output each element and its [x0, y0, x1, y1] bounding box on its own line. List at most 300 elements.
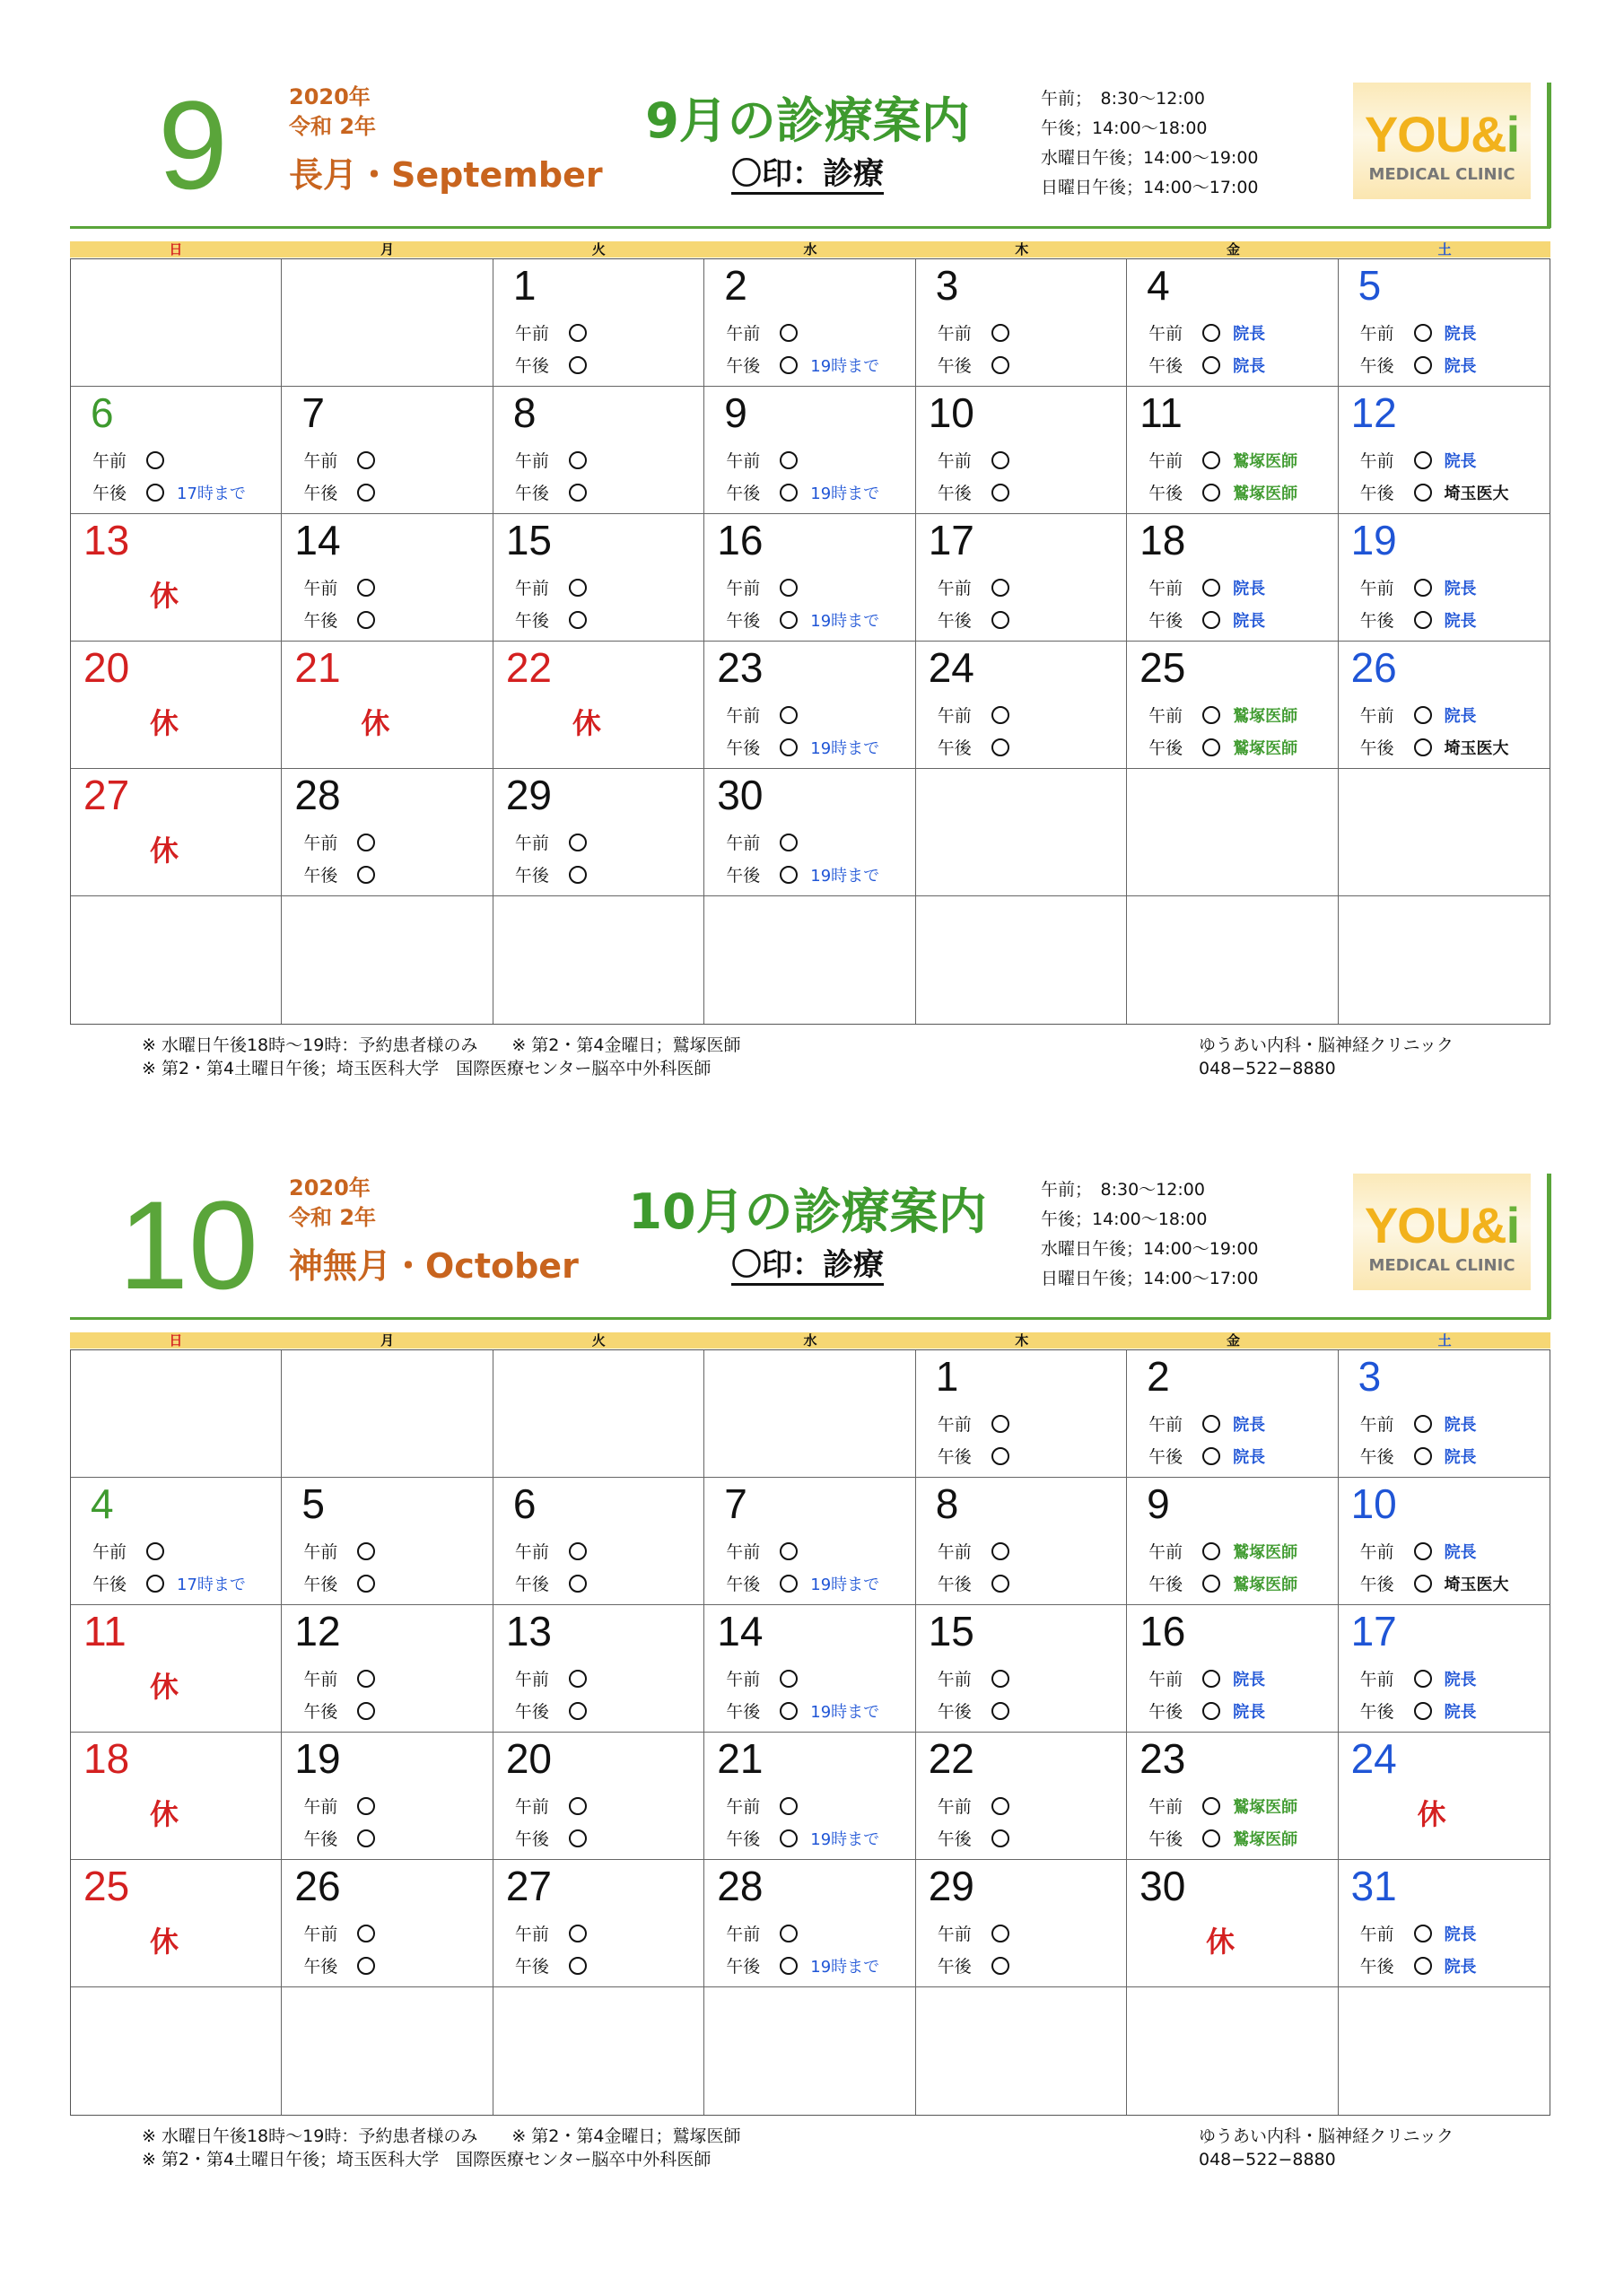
pm-label: 午後	[937, 356, 972, 376]
doctor-note: 院長	[1444, 1925, 1477, 1944]
morning-row	[938, 703, 1022, 727]
pm-label: 午後	[514, 1702, 549, 1722]
pm-label: 午後	[726, 611, 761, 631]
pm-label: 午後	[1148, 1702, 1183, 1722]
morning-row	[303, 448, 388, 472]
calendar-grid	[70, 258, 1550, 1025]
morning-row	[938, 1539, 1022, 1563]
morning-row	[1148, 320, 1265, 345]
year-block	[289, 83, 376, 142]
open-circle-icon	[780, 834, 798, 851]
morning-row	[726, 575, 810, 599]
day-number: 14	[294, 517, 341, 563]
doctor-note: 鷲塚医師	[1233, 1797, 1298, 1817]
day-cell	[1339, 1860, 1550, 1987]
clinic-phone: 048−522−8880	[1199, 2150, 1336, 2169]
pm-label: 午後	[303, 611, 338, 631]
open-circle-icon	[991, 451, 1009, 469]
morning-row	[515, 320, 599, 345]
am-label: 午前	[726, 324, 761, 344]
footer-clinic	[1199, 1034, 1454, 1080]
day-cell	[1339, 1478, 1550, 1605]
hours-line: 水曜日午後；14:00〜19:00	[1041, 148, 1259, 168]
day-number: 20	[83, 644, 130, 691]
day-number: 4	[91, 1480, 114, 1527]
open-circle-icon	[991, 324, 1009, 342]
day-number: 11	[1139, 389, 1183, 436]
empty-cell	[704, 1350, 915, 1478]
footer-note: ※ 第2・第4土曜日午後；埼玉医科大学 国際医療センター脳卒中外科医師	[142, 1059, 712, 1078]
am-label: 午前	[514, 1670, 549, 1689]
closed-label: 休	[150, 706, 179, 740]
weekday-label: 金	[1226, 1332, 1240, 1349]
day-cell	[71, 1860, 282, 1987]
doctor-note: 院長	[1444, 324, 1477, 344]
afternoon-row	[938, 735, 1022, 759]
open-circle-icon	[569, 866, 587, 884]
doctor-note: 17時まで	[177, 484, 246, 503]
afternoon-row	[938, 1953, 1022, 1977]
day-cell	[916, 1860, 1127, 1987]
open-circle-icon	[780, 1829, 798, 1847]
day-number: 23	[1139, 1735, 1186, 1782]
month-name: 長月・September	[289, 155, 603, 195]
empty-cell	[282, 1350, 493, 1478]
afternoon-row	[92, 480, 246, 504]
morning-row	[938, 1411, 1022, 1436]
day-cell	[704, 769, 915, 896]
afternoon-row	[938, 1444, 1022, 1468]
day-number: 9	[724, 389, 747, 436]
open-circle-icon	[1414, 738, 1432, 756]
day-cell	[704, 1733, 915, 1860]
pm-label: 午後	[726, 356, 761, 376]
clinic-name: ゆうあい内科・脳神経クリニック	[1199, 2126, 1454, 2146]
open-circle-icon	[991, 1702, 1009, 1720]
open-circle-icon	[1414, 451, 1432, 469]
closed-label: 休	[361, 706, 390, 740]
day-cell	[704, 514, 915, 642]
page-title: 9月の診療案内	[645, 92, 970, 149]
doctor-note: 院長	[1233, 579, 1266, 598]
am-label: 午前	[514, 1542, 549, 1562]
afternoon-row	[938, 1826, 1022, 1850]
morning-row	[938, 1794, 1022, 1818]
day-cell	[916, 1733, 1127, 1860]
day-cell	[916, 1478, 1127, 1605]
am-label: 午前	[937, 451, 972, 471]
open-circle-icon	[780, 1797, 798, 1815]
empty-cell	[282, 259, 493, 387]
weekday-header	[70, 1332, 1550, 1349]
day-number: 15	[505, 517, 553, 563]
doctor-note: 19時まで	[810, 356, 880, 376]
day-cell	[916, 1605, 1127, 1733]
open-circle-icon	[1414, 706, 1432, 724]
day-number: 4	[1147, 262, 1170, 309]
pm-label: 午後	[303, 484, 338, 503]
day-cell	[916, 1350, 1127, 1478]
doctor-note: 院長	[1233, 356, 1266, 376]
day-number: 27	[505, 1863, 553, 1909]
afternoon-row	[726, 1953, 879, 1977]
open-circle-icon	[1414, 1670, 1432, 1688]
day-number: 28	[717, 1863, 764, 1909]
day-number: 18	[1139, 517, 1186, 563]
day-number: 20	[505, 1735, 553, 1782]
afternoon-row	[726, 1826, 879, 1850]
morning-row	[303, 575, 388, 599]
month-header	[0, 1174, 1624, 1326]
afternoon-row	[1360, 607, 1477, 632]
morning-row	[938, 1666, 1022, 1690]
empty-cell	[71, 259, 282, 387]
morning-row	[1148, 1411, 1265, 1436]
pm-label: 午後	[514, 1829, 549, 1849]
morning-row	[92, 448, 177, 472]
day-number: 27	[83, 772, 130, 818]
empty-cell	[282, 896, 493, 1024]
afternoon-row	[303, 1953, 388, 1977]
afternoon-row	[92, 1571, 246, 1595]
hours-line: 午後；14:00〜18:00	[1041, 118, 1208, 138]
day-number: 10	[1350, 1480, 1397, 1527]
open-circle-icon	[569, 1575, 587, 1593]
day-cell	[1127, 642, 1338, 769]
morning-row	[515, 1539, 599, 1563]
open-circle-icon	[569, 1925, 587, 1942]
closed-label: 休	[572, 706, 601, 740]
clinic-hours	[1041, 1175, 1259, 1294]
footer-notes	[142, 1034, 740, 1080]
open-circle-icon	[357, 1957, 375, 1975]
clinic-phone: 048−522−8880	[1199, 1059, 1336, 1078]
day-cell	[1127, 387, 1338, 514]
am-label: 午前	[726, 1542, 761, 1562]
morning-row	[92, 1539, 177, 1563]
pm-label: 午後	[726, 866, 761, 886]
afternoon-row	[303, 862, 388, 886]
logo-subtitle: MEDICAL CLINIC	[1368, 165, 1515, 184]
pm-label: 午後	[726, 1829, 761, 1849]
afternoon-row	[726, 862, 879, 886]
open-circle-icon	[991, 738, 1009, 756]
open-circle-icon	[357, 866, 375, 884]
doctor-note: 院長	[1444, 1702, 1477, 1722]
morning-row	[1360, 575, 1477, 599]
open-circle-icon	[1414, 1542, 1432, 1560]
open-circle-icon	[146, 451, 164, 469]
open-circle-icon	[569, 1829, 587, 1847]
open-circle-icon	[991, 1925, 1009, 1942]
day-cell	[282, 1733, 493, 1860]
open-circle-icon	[357, 611, 375, 629]
open-circle-icon	[569, 1702, 587, 1720]
doctor-note: 院長	[1233, 1415, 1266, 1435]
open-circle-icon	[357, 1925, 375, 1942]
pm-label: 午後	[303, 1957, 338, 1977]
am-label: 午前	[514, 1925, 549, 1944]
afternoon-row	[515, 480, 599, 504]
afternoon-row	[1360, 1444, 1477, 1468]
morning-row	[1360, 1921, 1477, 1945]
am-label: 午前	[303, 1542, 338, 1562]
day-number: 29	[505, 772, 553, 818]
am-label: 午前	[726, 1797, 761, 1817]
open-circle-icon	[357, 451, 375, 469]
afternoon-row	[726, 1571, 879, 1595]
open-circle-icon	[1414, 579, 1432, 597]
pm-label: 午後	[303, 1702, 338, 1722]
day-number: 26	[294, 1863, 341, 1909]
morning-row	[938, 1921, 1022, 1945]
day-number: 16	[717, 517, 764, 563]
open-circle-icon	[991, 611, 1009, 629]
morning-row	[515, 1794, 599, 1818]
afternoon-row	[303, 1698, 388, 1723]
afternoon-row	[1148, 1444, 1265, 1468]
clinic-name: ゆうあい内科・脳神経クリニック	[1199, 1035, 1454, 1055]
month-big-number: 10	[118, 1174, 258, 1315]
doctor-note: 院長	[1444, 451, 1477, 471]
open-circle-icon	[780, 324, 798, 342]
am-label: 午前	[726, 706, 761, 726]
open-circle-icon	[1414, 484, 1432, 502]
open-circle-icon	[357, 484, 375, 502]
open-circle-icon	[991, 356, 1009, 374]
morning-row	[1148, 1666, 1265, 1690]
pm-label: 午後	[92, 484, 127, 503]
open-circle-icon	[1202, 1447, 1220, 1465]
morning-row	[515, 830, 599, 854]
month-big-number: 9	[158, 74, 228, 215]
era-label: 令和 2年	[289, 1205, 377, 1230]
day-number: 30	[1139, 1863, 1186, 1909]
day-number: 17	[928, 517, 974, 563]
empty-cell	[1339, 896, 1550, 1024]
hours-line: 午前； 8:30〜12:00	[1041, 89, 1205, 109]
am-label: 午前	[1148, 1542, 1183, 1562]
morning-row	[303, 1539, 388, 1563]
empty-cell	[493, 1350, 704, 1478]
pm-label: 午後	[1148, 484, 1183, 503]
doctor-note: 埼玉医大	[1444, 1575, 1509, 1594]
day-cell	[282, 1478, 493, 1605]
doctor-note: 鷲塚医師	[1233, 706, 1298, 726]
day-cell	[1339, 1605, 1550, 1733]
afternoon-row	[1360, 1953, 1477, 1977]
open-circle-icon	[1202, 1575, 1220, 1593]
weekday-label: 水	[803, 241, 817, 258]
afternoon-row	[303, 1826, 388, 1850]
logo-text: YOU	[1364, 106, 1471, 162]
afternoon-row	[726, 735, 879, 759]
pm-label: 午後	[303, 1575, 338, 1594]
open-circle-icon	[780, 611, 798, 629]
am-label: 午前	[1148, 324, 1183, 344]
morning-row	[1148, 703, 1297, 727]
day-number: 19	[1350, 517, 1397, 563]
doctor-note: 鷲塚医師	[1233, 1542, 1298, 1562]
doctor-note: 19時まで	[810, 1575, 880, 1594]
open-circle-icon	[1414, 1415, 1432, 1433]
morning-row	[726, 448, 810, 472]
day-number: 28	[294, 772, 341, 818]
open-circle-icon	[1202, 1542, 1220, 1560]
empty-cell	[704, 1987, 915, 2115]
day-cell	[1127, 1350, 1338, 1478]
open-circle-icon	[780, 1702, 798, 1720]
day-cell	[1127, 1733, 1338, 1860]
afternoon-row	[1360, 353, 1477, 377]
day-cell	[493, 1860, 704, 1987]
empty-cell	[1339, 769, 1550, 896]
clinic-logo	[1353, 83, 1531, 199]
weekday-label: 金	[1226, 241, 1240, 258]
afternoon-row	[938, 353, 1022, 377]
morning-row	[1360, 1666, 1477, 1690]
day-number: 25	[1139, 644, 1186, 691]
morning-row	[303, 1794, 388, 1818]
empty-cell	[71, 896, 282, 1024]
pm-label: 午後	[1148, 738, 1183, 758]
day-cell	[71, 769, 282, 896]
open-circle-icon	[780, 1670, 798, 1688]
footer-notes	[142, 2125, 740, 2171]
day-cell	[1127, 514, 1338, 642]
doctor-note: 院長	[1444, 1542, 1477, 1562]
closed-label: 休	[150, 579, 179, 613]
morning-row	[303, 1666, 388, 1690]
open-circle-icon	[357, 1829, 375, 1847]
open-circle-icon	[780, 1957, 798, 1975]
morning-row	[938, 448, 1022, 472]
pm-label: 午後	[92, 1575, 127, 1594]
afternoon-row	[515, 353, 599, 377]
footer-note: ※ 水曜日午後18時〜19時：予約患者様のみ ※ 第2・第4金曜日；鷲塚医師	[142, 2126, 741, 2146]
open-circle-icon	[146, 484, 164, 502]
am-label: 午前	[1359, 1415, 1394, 1435]
am-label: 午前	[1359, 579, 1394, 598]
am-label: 午前	[1359, 706, 1394, 726]
empty-cell	[916, 769, 1127, 896]
open-circle-icon	[1414, 1957, 1432, 1975]
day-number: 19	[294, 1735, 341, 1782]
doctor-note: 19時まで	[810, 484, 880, 503]
doctor-note: 埼玉医大	[1444, 484, 1509, 503]
hours-line: 水曜日午後；14:00〜19:00	[1041, 1239, 1259, 1259]
divider	[1547, 1174, 1551, 1319]
open-circle-icon	[569, 356, 587, 374]
morning-row	[726, 703, 810, 727]
day-cell	[704, 1605, 915, 1733]
day-cell	[282, 769, 493, 896]
legend-text: 〇印：診療	[731, 1247, 884, 1286]
morning-row	[726, 1539, 810, 1563]
am-label: 午前	[937, 579, 972, 598]
am-label: 午前	[1359, 1542, 1394, 1562]
afternoon-row	[515, 607, 599, 632]
day-cell	[493, 514, 704, 642]
am-label: 午前	[937, 1797, 972, 1817]
am-label: 午前	[1359, 324, 1394, 344]
am-label: 午前	[726, 579, 761, 598]
empty-cell	[704, 896, 915, 1024]
doctor-note: 院長	[1444, 579, 1477, 598]
morning-row	[1148, 1794, 1297, 1818]
am-label: 午前	[1148, 1797, 1183, 1817]
afternoon-row	[1360, 480, 1509, 504]
morning-row	[1148, 1539, 1297, 1563]
day-number: 1	[935, 1353, 959, 1400]
afternoon-row	[515, 1953, 599, 1977]
day-cell	[704, 1478, 915, 1605]
day-number: 3	[1358, 1353, 1382, 1400]
pm-label: 午後	[514, 1957, 549, 1977]
pm-label: 午後	[726, 1575, 761, 1594]
open-circle-icon	[1202, 738, 1220, 756]
doctor-note: 院長	[1233, 611, 1266, 631]
pm-label: 午後	[1148, 1829, 1183, 1849]
pm-label: 午後	[1359, 1447, 1394, 1467]
calendar-october	[0, 1174, 1624, 2277]
am-label: 午前	[937, 1542, 972, 1562]
doctor-note: 19時まで	[810, 738, 880, 758]
day-cell	[704, 387, 915, 514]
morning-row	[1148, 575, 1265, 599]
calendar-grid	[70, 1349, 1550, 2116]
open-circle-icon	[1202, 451, 1220, 469]
year-block	[289, 1174, 376, 1233]
morning-row	[303, 1921, 388, 1945]
morning-row	[1360, 448, 1477, 472]
doctor-note: 鷲塚医師	[1233, 484, 1298, 503]
day-cell	[1339, 259, 1550, 387]
morning-row	[515, 1666, 599, 1690]
pm-label: 午後	[937, 1575, 972, 1594]
day-number: 24	[928, 644, 974, 691]
doctor-note: 19時まで	[810, 1829, 880, 1849]
am-label: 午前	[726, 451, 761, 471]
day-cell	[1127, 1860, 1338, 1987]
morning-row	[726, 1666, 810, 1690]
day-number: 6	[91, 389, 114, 436]
afternoon-row	[515, 1698, 599, 1723]
open-circle-icon	[991, 706, 1009, 724]
afternoon-row	[515, 1826, 599, 1850]
day-number: 15	[928, 1608, 974, 1654]
day-number: 5	[301, 1480, 326, 1527]
day-number: 21	[717, 1735, 764, 1782]
afternoon-row	[1148, 607, 1265, 632]
weekday-header	[70, 241, 1550, 258]
open-circle-icon	[991, 1542, 1009, 1560]
pm-label: 午後	[937, 1447, 972, 1467]
hours-line: 午後；14:00〜18:00	[1041, 1209, 1208, 1229]
morning-row	[1360, 703, 1477, 727]
morning-row	[938, 320, 1022, 345]
pm-label: 午後	[937, 1702, 972, 1722]
open-circle-icon	[991, 1670, 1009, 1688]
open-circle-icon	[569, 1957, 587, 1975]
day-number: 29	[928, 1863, 974, 1909]
doctor-note: 埼玉医大	[1444, 738, 1509, 758]
doctor-note: 鷲塚医師	[1233, 1829, 1298, 1849]
open-circle-icon	[991, 1575, 1009, 1593]
afternoon-row	[1148, 1698, 1265, 1723]
empty-cell	[1127, 896, 1338, 1024]
pm-label: 午後	[514, 356, 549, 376]
